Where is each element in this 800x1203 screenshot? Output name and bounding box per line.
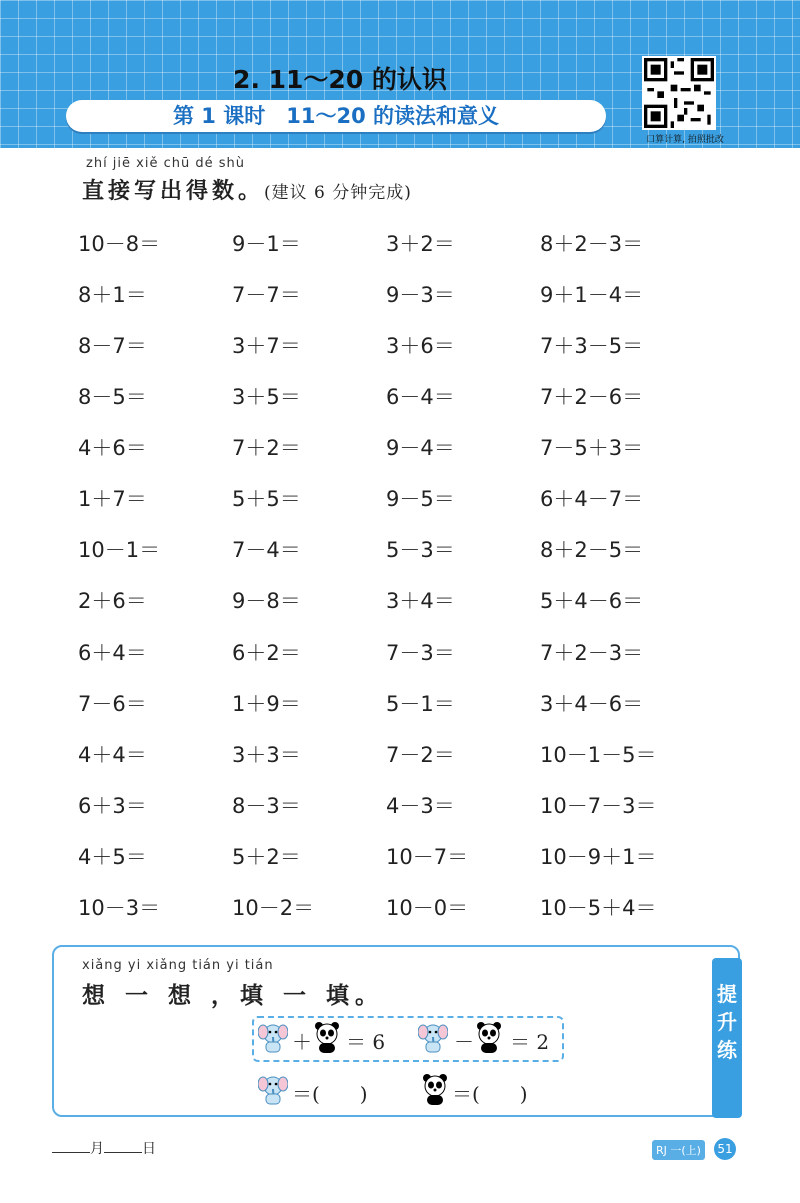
edition-tag: RJ 一(上) [652, 1140, 705, 1160]
difference-equation: ＝ 2 [510, 1030, 550, 1054]
equation-r12c1: 6＋3＝ [78, 794, 147, 818]
equation-r11c4: 10－1－5＝ [540, 743, 657, 767]
side-tab-char-2: 升 [717, 1010, 737, 1034]
instruction-main: 直接写出得数。 [82, 178, 265, 204]
equation-r14c3: 10－0＝ [386, 896, 469, 920]
equation-r5c3: 9－4＝ [386, 436, 455, 460]
month-blank[interactable] [52, 1142, 90, 1153]
equation-r7c2: 7－4＝ [232, 538, 301, 562]
equation-r12c3: 4－3＝ [386, 794, 455, 818]
side-tab-char-1: 提 [717, 982, 737, 1006]
equation-r4c4: 7＋2－6＝ [540, 385, 644, 409]
equation-r14c1: 10－3＝ [78, 896, 161, 920]
lesson-title: 第 1 课时 11～20 的读法和意义 [66, 100, 606, 132]
equation-r10c1: 7－6＝ [78, 692, 147, 716]
equation-r13c1: 4＋5＝ [78, 845, 147, 869]
equation-r14c4: 10－5＋4＝ [540, 896, 657, 920]
elephant-icon [418, 1020, 448, 1054]
equation-r2c3: 9－3＝ [386, 283, 455, 307]
equation-r7c3: 5－3＝ [386, 538, 455, 562]
unit-title: 2. 11～20 的认识 [233, 65, 447, 94]
equation-r1c1: 10－8＝ [78, 232, 161, 256]
day-label: 日 [142, 1141, 156, 1157]
equation-r7c1: 10－1＝ [78, 538, 161, 562]
equation-r6c3: 9－5＝ [386, 487, 455, 511]
equation-r9c2: 6＋2＝ [232, 641, 301, 665]
think-pinyin: xiǎng yi xiǎng tián yi tián [82, 958, 274, 973]
equation-r3c3: 3＋6＝ [386, 334, 455, 358]
equation-r8c1: 2＋6＝ [78, 589, 147, 613]
day-blank[interactable] [104, 1142, 142, 1153]
equation-r2c1: 8＋1＝ [78, 283, 147, 307]
equation-r12c4: 10－7－3＝ [540, 794, 657, 818]
equation-r1c2: 9－1＝ [232, 232, 301, 256]
instruction-note: (建议 6 分钟完成) [264, 183, 412, 203]
date-field[interactable] [52, 1138, 156, 1158]
equation-r9c4: 7＋2－3＝ [540, 641, 644, 665]
side-tab-char-3: 练 [717, 1038, 737, 1062]
equation-r1c3: 3＋2＝ [386, 232, 455, 256]
equation-r13c4: 10－9＋1＝ [540, 845, 657, 869]
equation-r7c4: 8＋2－5＝ [540, 538, 644, 562]
equation-r9c3: 7－3＝ [386, 641, 455, 665]
panda-icon [312, 1020, 342, 1054]
equation-r12c2: 8－3＝ [232, 794, 301, 818]
equation-r10c4: 3＋4－6＝ [540, 692, 644, 716]
equation-r4c3: 6－4＝ [386, 385, 455, 409]
panda-icon [474, 1020, 504, 1054]
page-number: 51 [714, 1138, 736, 1160]
equation-r10c2: 1＋9＝ [232, 692, 301, 716]
instruction-pinyin: zhí jiē xiě chū dé shù [86, 156, 245, 171]
minus-sign: － [454, 1030, 474, 1054]
equation-r5c4: 7－5＋3＝ [540, 436, 644, 460]
equation-r10c3: 5－1＝ [386, 692, 455, 716]
equation-r3c2: 3＋7＝ [232, 334, 301, 358]
equation-r14c2: 10－2＝ [232, 896, 315, 920]
equation-r8c3: 3＋4＝ [386, 589, 455, 613]
equation-r5c2: 7＋2＝ [232, 436, 301, 460]
equation-r4c1: 8－5＝ [78, 385, 147, 409]
elephant-icon [258, 1072, 288, 1106]
equation-r13c2: 5＋2＝ [232, 845, 301, 869]
month-label: 月 [90, 1141, 104, 1157]
equation-r6c2: 5＋5＝ [232, 487, 301, 511]
equation-r3c1: 8－7＝ [78, 334, 147, 358]
qr-code[interactable] [642, 56, 716, 130]
equation-r1c4: 8＋2－3＝ [540, 232, 644, 256]
equation-r11c1: 4＋4＝ [78, 743, 147, 767]
qr-label: 口算计算, 拍照批改 [646, 135, 724, 145]
instruction-text [82, 174, 412, 205]
equation-r6c1: 1＋7＝ [78, 487, 147, 511]
elephant-answer-blank[interactable]: ＝( ) [292, 1082, 368, 1106]
equation-r5c1: 4＋6＝ [78, 436, 147, 460]
think-instruction: 想 一 想 ，填 一 填。 [82, 982, 385, 1009]
equation-r8c4: 5＋4－6＝ [540, 589, 644, 613]
equation-r11c3: 7－2＝ [386, 743, 455, 767]
equation-r13c3: 10－7＝ [386, 845, 469, 869]
equation-r4c2: 3＋5＝ [232, 385, 301, 409]
equation-r6c4: 6＋4－7＝ [540, 487, 644, 511]
equation-r3c4: 7＋3－5＝ [540, 334, 644, 358]
panda-icon [420, 1072, 450, 1106]
panda-answer-blank[interactable]: ＝( ) [452, 1082, 528, 1106]
side-tab-advanced [712, 958, 742, 1118]
sum-equation: ＝ 6 [346, 1030, 386, 1054]
plus-sign: ＋ [292, 1030, 312, 1054]
equation-r11c2: 3＋3＝ [232, 743, 301, 767]
equation-r9c1: 6＋4＝ [78, 641, 147, 665]
equation-r2c2: 7－7＝ [232, 283, 301, 307]
equation-r2c4: 9＋1－4＝ [540, 283, 644, 307]
equation-r8c2: 9－8＝ [232, 589, 301, 613]
elephant-icon [258, 1020, 288, 1054]
